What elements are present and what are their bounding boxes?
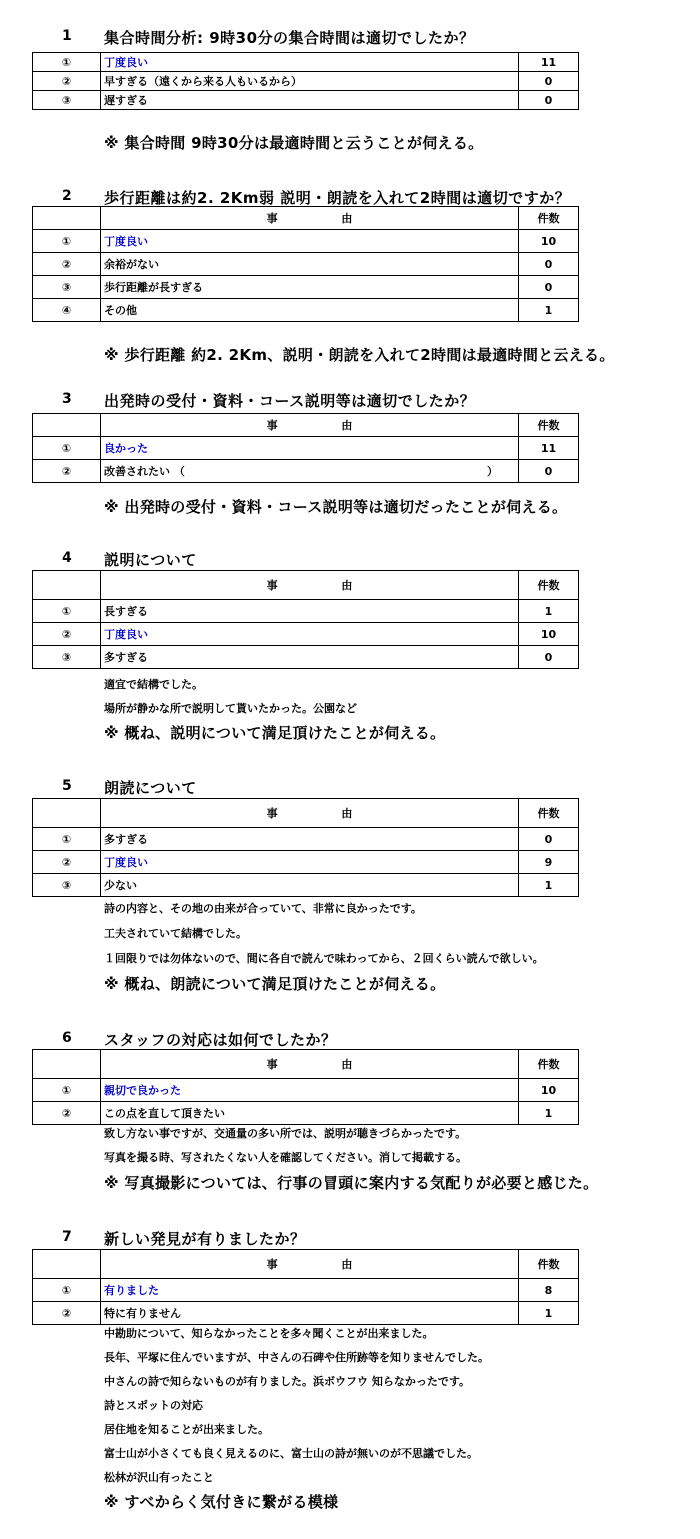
table-row bbox=[33, 276, 579, 299]
comment: 松林が沢山有ったこと bbox=[104, 1471, 214, 1484]
header-blank bbox=[33, 799, 101, 828]
row-count: 0 bbox=[519, 460, 579, 483]
header-count: 件数 bbox=[519, 571, 579, 600]
section-header bbox=[0, 389, 700, 411]
section-number: 6 bbox=[62, 1030, 72, 1046]
row-label: 少ない bbox=[101, 874, 519, 897]
header-blank bbox=[33, 571, 101, 600]
comment: 詩とスポットの対応 bbox=[104, 1399, 203, 1412]
comment: 富士山が小さくても良く見えるのに、富士山の詩が無いのが不思議でした。 bbox=[104, 1447, 478, 1460]
comment: 適宜で結構でした。 bbox=[104, 678, 203, 691]
row-label: 特に有りません bbox=[101, 1302, 519, 1325]
header-blank bbox=[33, 207, 101, 230]
row-count: 10 bbox=[519, 623, 579, 646]
comment: 写真を撮る時、写されたくない人を確認してください。消して掲載する。 bbox=[104, 1151, 467, 1164]
section-number: 1 bbox=[62, 28, 72, 44]
row-count: 10 bbox=[519, 230, 579, 253]
row-number: ③ bbox=[33, 91, 101, 110]
table-header-row bbox=[33, 1250, 579, 1279]
table-header-row bbox=[33, 799, 579, 828]
header-blank bbox=[33, 1250, 101, 1279]
row-label: 丁度良い bbox=[101, 623, 519, 646]
row-number: ① bbox=[33, 1079, 101, 1102]
row-label: 丁度良い bbox=[101, 53, 519, 72]
result-table bbox=[32, 52, 579, 110]
header-reason: 事 由 bbox=[101, 1050, 519, 1079]
conclusion: ※ 概ね、説明について満足頂けたことが伺える。 bbox=[104, 724, 446, 742]
row-number: ① bbox=[33, 437, 101, 460]
comment: 居住地を知ることが出来ました。 bbox=[104, 1423, 269, 1436]
row-count: 0 bbox=[519, 91, 579, 110]
result-table bbox=[32, 798, 579, 897]
table-row bbox=[33, 646, 579, 669]
comment: １回限りでは勿体ないので、間に各自で読んで味わってから、２回くらい読んで欲しい。 bbox=[104, 952, 544, 965]
table-header-row bbox=[33, 414, 579, 437]
row-label bbox=[101, 460, 519, 483]
row-label: 遅すぎる bbox=[101, 91, 519, 110]
comment: 長年、平塚に住んでいますが、中さんの石碑や住所跡等を知りませんでした。 bbox=[104, 1351, 489, 1364]
section-title: 歩行距離は約2. 2Km弱 説明・朗読を入れて2時間は適切ですか？ bbox=[104, 189, 571, 207]
table-row bbox=[33, 53, 579, 72]
conclusion: ※ 出発時の受付・資料・コース説明等は適切だったことが伺える。 bbox=[104, 498, 568, 516]
section-title: 朗読について bbox=[104, 779, 197, 797]
row-label-text: 改善されたい （ bbox=[104, 465, 185, 478]
section-header bbox=[0, 1028, 700, 1050]
row-count: 1 bbox=[519, 299, 579, 322]
table-row bbox=[33, 1102, 579, 1125]
row-count: 0 bbox=[519, 828, 579, 851]
section-header bbox=[0, 1227, 700, 1249]
row-number: ③ bbox=[33, 276, 101, 299]
row-count: 9 bbox=[519, 851, 579, 874]
table-row bbox=[33, 1279, 579, 1302]
row-label: この点を直して頂きたい bbox=[101, 1102, 519, 1125]
table-row bbox=[33, 230, 579, 253]
comment: 工夫されていて結構でした。 bbox=[104, 927, 247, 940]
section-title: 説明について bbox=[104, 551, 197, 569]
row-count: 11 bbox=[519, 53, 579, 72]
row-count: 8 bbox=[519, 1279, 579, 1302]
comment: 中さんの詩で知らないものが有りました。浜ボウフウ 知らなかったです。 bbox=[104, 1375, 470, 1388]
row-label: 有りました bbox=[101, 1279, 519, 1302]
row-count: 0 bbox=[519, 253, 579, 276]
table-row bbox=[33, 91, 579, 110]
row-number: ④ bbox=[33, 299, 101, 322]
table-row bbox=[33, 253, 579, 276]
table-row bbox=[33, 437, 579, 460]
header-reason: 事 由 bbox=[101, 799, 519, 828]
row-number: ① bbox=[33, 230, 101, 253]
table-row bbox=[33, 623, 579, 646]
close-paren: ） bbox=[487, 465, 498, 478]
table-row bbox=[33, 1079, 579, 1102]
header-count: 件数 bbox=[519, 414, 579, 437]
conclusion: ※ すべからく気付きに繋がる模様 bbox=[104, 1493, 339, 1511]
section-header bbox=[0, 186, 700, 208]
table-row bbox=[33, 874, 579, 897]
row-label: 良かった bbox=[101, 437, 519, 460]
result-table bbox=[32, 206, 579, 322]
section-number: 5 bbox=[62, 778, 72, 794]
header-count: 件数 bbox=[519, 1250, 579, 1279]
row-number: ③ bbox=[33, 646, 101, 669]
row-label: 親切で良かった bbox=[101, 1079, 519, 1102]
row-number: ③ bbox=[33, 874, 101, 897]
row-label: 丁度良い bbox=[101, 230, 519, 253]
section-number: 2 bbox=[62, 188, 72, 204]
row-count: 11 bbox=[519, 437, 579, 460]
header-reason: 事 由 bbox=[101, 207, 519, 230]
table-header-row bbox=[33, 207, 579, 230]
row-count: 1 bbox=[519, 600, 579, 623]
header-count: 件数 bbox=[519, 1050, 579, 1079]
header-reason: 事 由 bbox=[101, 571, 519, 600]
section-title: 出発時の受付・資料・コース説明等は適切でしたか？ bbox=[104, 392, 476, 410]
row-count: 1 bbox=[519, 1102, 579, 1125]
comment: 中勘助について、知らなかったことを多々聞くことが出来ました。 bbox=[104, 1327, 434, 1340]
table-header-row bbox=[33, 1050, 579, 1079]
section-number: 4 bbox=[62, 550, 72, 566]
header-blank bbox=[33, 414, 101, 437]
row-number: ② bbox=[33, 851, 101, 874]
table-row bbox=[33, 828, 579, 851]
conclusion: ※ 集合時間 9時30分は最適時間と云うことが伺える。 bbox=[104, 134, 484, 152]
row-count: 0 bbox=[519, 276, 579, 299]
comment: 場所が静かな所で説明して貰いたかった。公園など bbox=[104, 702, 357, 715]
section-title: 集合時間分析: 9時30分の集合時間は適切でしたか？ bbox=[104, 29, 475, 47]
section-title: 新しい発見が有りましたか？ bbox=[104, 1230, 306, 1248]
header-count: 件数 bbox=[519, 799, 579, 828]
row-count: 10 bbox=[519, 1079, 579, 1102]
row-number: ② bbox=[33, 460, 101, 483]
row-number: ② bbox=[33, 1302, 101, 1325]
section-header bbox=[0, 776, 700, 798]
header-reason: 事 由 bbox=[101, 1250, 519, 1279]
row-label: 余裕がない bbox=[101, 253, 519, 276]
header-blank bbox=[33, 1050, 101, 1079]
row-count: 0 bbox=[519, 646, 579, 669]
table-row bbox=[33, 72, 579, 91]
table-row bbox=[33, 1302, 579, 1325]
row-count: 1 bbox=[519, 874, 579, 897]
table-row bbox=[33, 851, 579, 874]
result-table bbox=[32, 1049, 579, 1125]
row-number: ① bbox=[33, 1279, 101, 1302]
table-row bbox=[33, 600, 579, 623]
table-row bbox=[33, 299, 579, 322]
conclusion: ※ 概ね、朗読について満足頂けたことが伺える。 bbox=[104, 975, 446, 993]
row-label: 長すぎる bbox=[101, 600, 519, 623]
result-table bbox=[32, 413, 579, 483]
conclusion: ※ 歩行距離 約2. 2Km、説明・朗読を入れて2時間は最適時間と云える。 bbox=[104, 346, 615, 364]
section-header bbox=[0, 548, 700, 570]
row-number: ① bbox=[33, 600, 101, 623]
result-table bbox=[32, 1249, 579, 1325]
row-number: ② bbox=[33, 623, 101, 646]
row-number: ② bbox=[33, 72, 101, 91]
row-label: 多すぎる bbox=[101, 646, 519, 669]
row-number: ① bbox=[33, 828, 101, 851]
row-number: ① bbox=[33, 53, 101, 72]
row-count: 0 bbox=[519, 72, 579, 91]
section-number: 7 bbox=[62, 1229, 72, 1245]
header-reason: 事 由 bbox=[101, 414, 519, 437]
row-number: ② bbox=[33, 253, 101, 276]
row-label: 丁度良い bbox=[101, 851, 519, 874]
section-header bbox=[0, 26, 700, 48]
section-number: 3 bbox=[62, 391, 72, 407]
row-number: ② bbox=[33, 1102, 101, 1125]
row-label: 歩行距離が長すぎる bbox=[101, 276, 519, 299]
table-row bbox=[33, 460, 579, 483]
table-header-row bbox=[33, 571, 579, 600]
result-table bbox=[32, 570, 579, 669]
row-label: 早すぎる（遠くから来る人もいるから） bbox=[101, 72, 519, 91]
comment: 詩の内容と、その地の由来が合っていて、非常に良かったです。 bbox=[104, 902, 422, 915]
header-count: 件数 bbox=[519, 207, 579, 230]
row-label: 多すぎる bbox=[101, 828, 519, 851]
comment: 致し方ない事ですが、交通量の多い所では、説明が聴きづらかったです。 bbox=[104, 1127, 467, 1140]
conclusion: ※ 写真撮影については、行事の冒頭に案内する気配りが必要と感じた。 bbox=[104, 1174, 599, 1192]
row-label: その他 bbox=[101, 299, 519, 322]
section-title: スタッフの対応は如何でしたか？ bbox=[104, 1031, 337, 1049]
row-count: 1 bbox=[519, 1302, 579, 1325]
